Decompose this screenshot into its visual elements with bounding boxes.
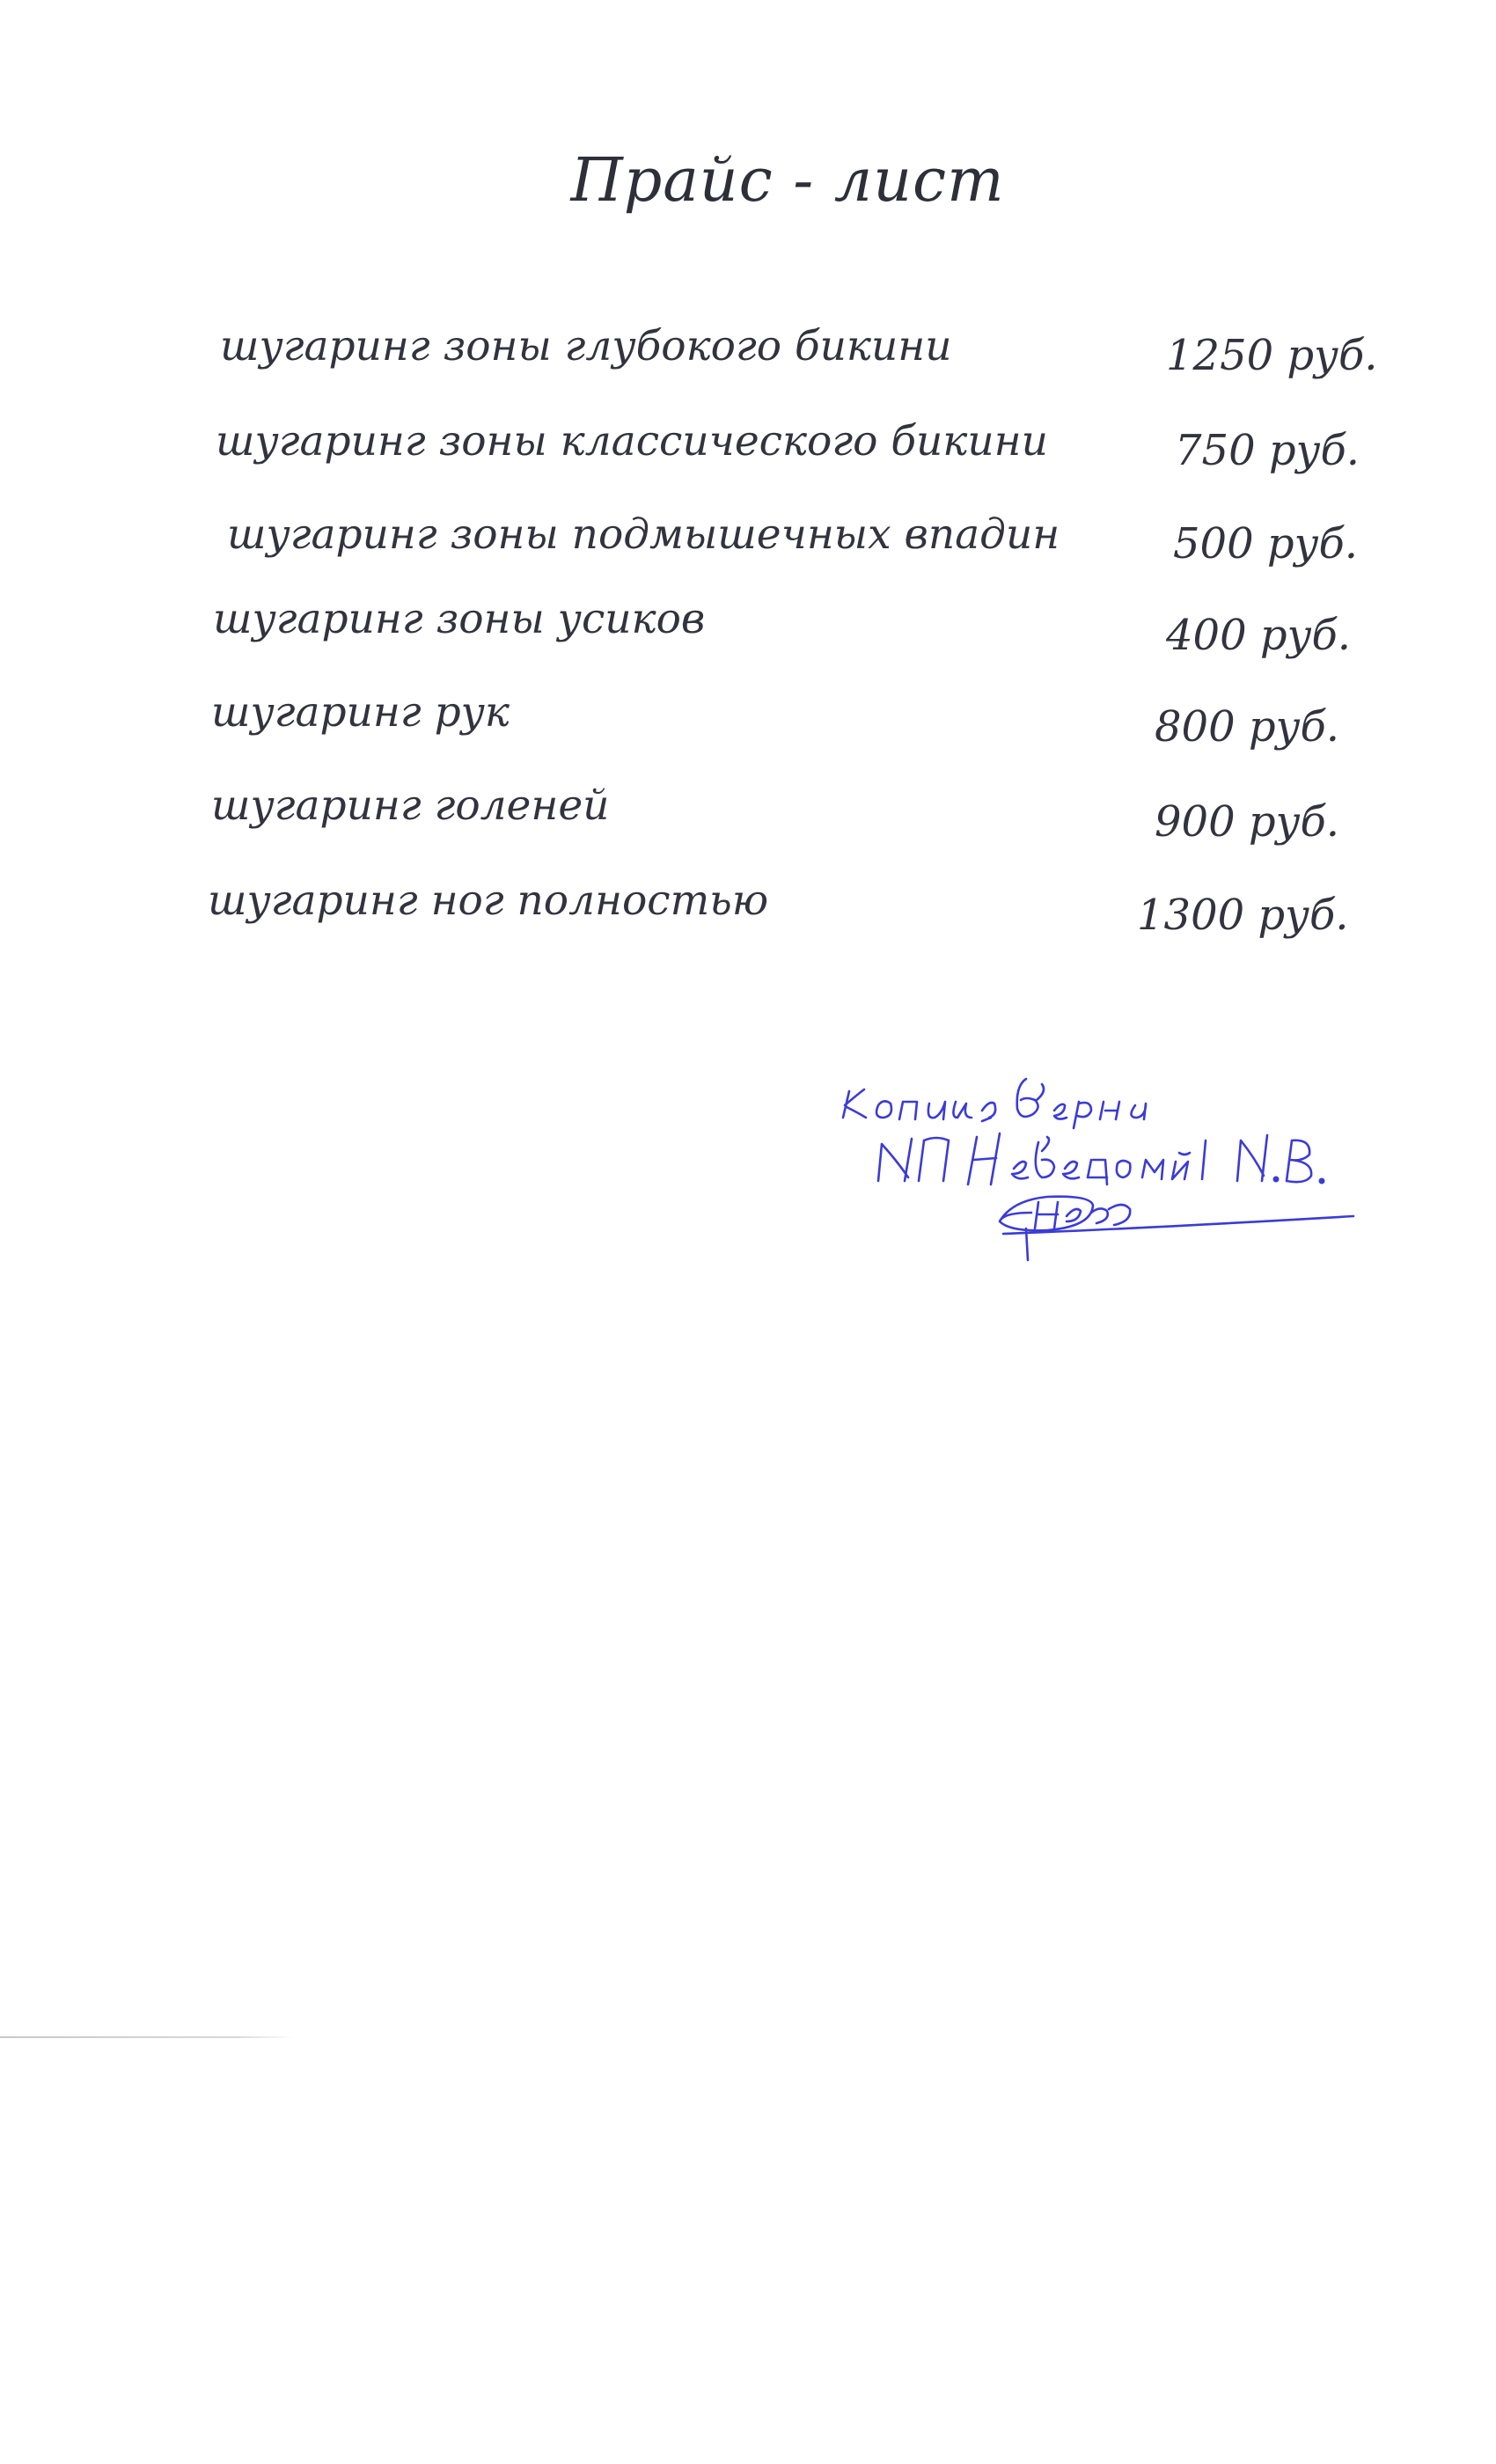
service-price-3: 500 руб.: [1173, 519, 1358, 568]
service-price-6: 900 руб.: [1155, 797, 1339, 847]
page-title: Прайс - лист: [570, 146, 1005, 216]
service-name-3: шугаринг зоны подмышечных впадин: [227, 510, 1060, 559]
service-name-2: шугаринг зоны классического бикини: [216, 417, 1048, 466]
service-name-4: шугаринг зоны усиков: [213, 595, 706, 643]
service-name-6: шугаринг голеней: [211, 781, 610, 830]
service-price-2: 750 руб.: [1175, 426, 1360, 475]
service-price-7: 1300 руб.: [1137, 891, 1349, 940]
scan-edge-line: [0, 2036, 295, 2038]
service-name-5: шугаринг рук: [211, 688, 510, 737]
handwritten-signature: [827, 1030, 1373, 1276]
service-price-1: 1250 руб.: [1166, 331, 1378, 380]
service-price-4: 400 руб.: [1166, 611, 1351, 660]
service-name-1: шугаринг зоны глубокого бикини: [220, 322, 952, 370]
service-price-5: 800 руб.: [1155, 702, 1339, 752]
service-name-7: шугаринг ног полностью: [208, 876, 769, 925]
